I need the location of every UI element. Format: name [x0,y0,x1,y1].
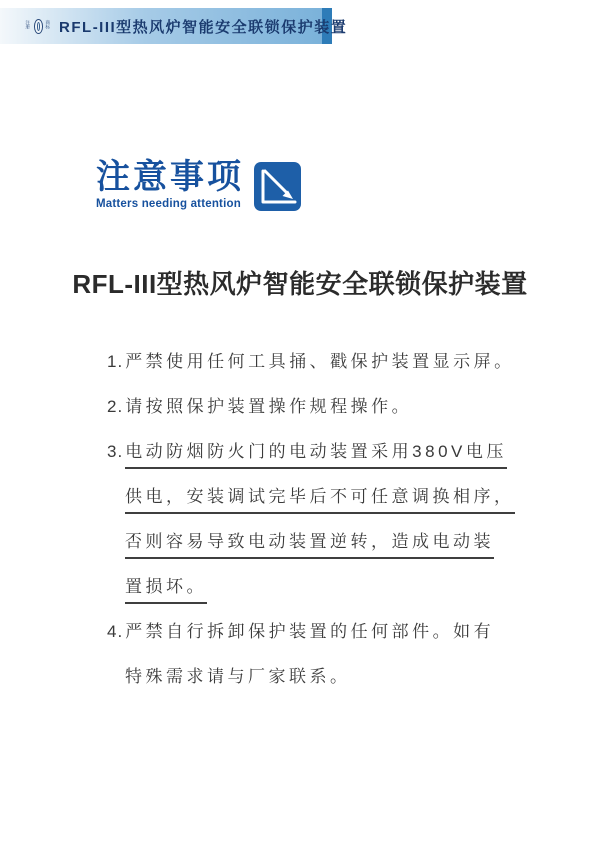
note-text: 请按照保护装置操作规程操作。 [125,397,413,416]
note-number: 4. [107,622,124,641]
note-line-4 [107,617,515,662]
section-attention [96,158,301,211]
attention-title-en: Matters needing attention [96,198,241,211]
note-number: 1. [107,352,124,371]
note-line-1 [107,347,515,392]
note-text: 严禁使用任何工具捅、戳保护装置显示屏。 [125,352,515,371]
note-line-3-cont-3 [107,572,515,617]
header-bar [0,8,348,44]
header-title: RFL-III型热风炉智能安全联锁保护装置 [59,18,348,36]
attention-heading-text [96,158,244,210]
brand-left-text: 注册 [25,20,30,31]
note-text-underlined: 否则容易导致电动装置逆转，造成电动装 [125,532,494,559]
attention-title-cn: 注意事项 [96,158,244,196]
document-title: RFL-III型热风炉智能安全联锁保护装置 [72,269,528,299]
brand-right-text: 商标 [45,20,51,31]
note-line-3-cont-1 [107,482,515,527]
brand-emblem-icon [34,19,43,34]
note-number: 3. [107,442,124,461]
note-text: 严禁自行拆卸保护装置的任何部件。如有 [125,622,495,641]
note-number: 2. [107,397,124,416]
note-text-underlined: 供电，安装调试完毕后不可任意调换相序， [125,487,515,514]
note-text-underlined: 置损坏。 [125,577,207,604]
note-line-2 [107,392,515,437]
note-line-3-cont-2 [107,527,515,572]
notes-list [107,347,515,707]
diagonal-down-trend-arrow-icon [254,162,301,211]
note-line-3 [107,437,515,482]
brand-logo [25,19,52,34]
note-text: 特殊需求请与厂家联系。 [125,667,351,686]
note-line-4-cont-1 [107,662,515,707]
note-text-underlined: 电动防烟防火门的电动装置采用380V电压 [125,442,507,469]
